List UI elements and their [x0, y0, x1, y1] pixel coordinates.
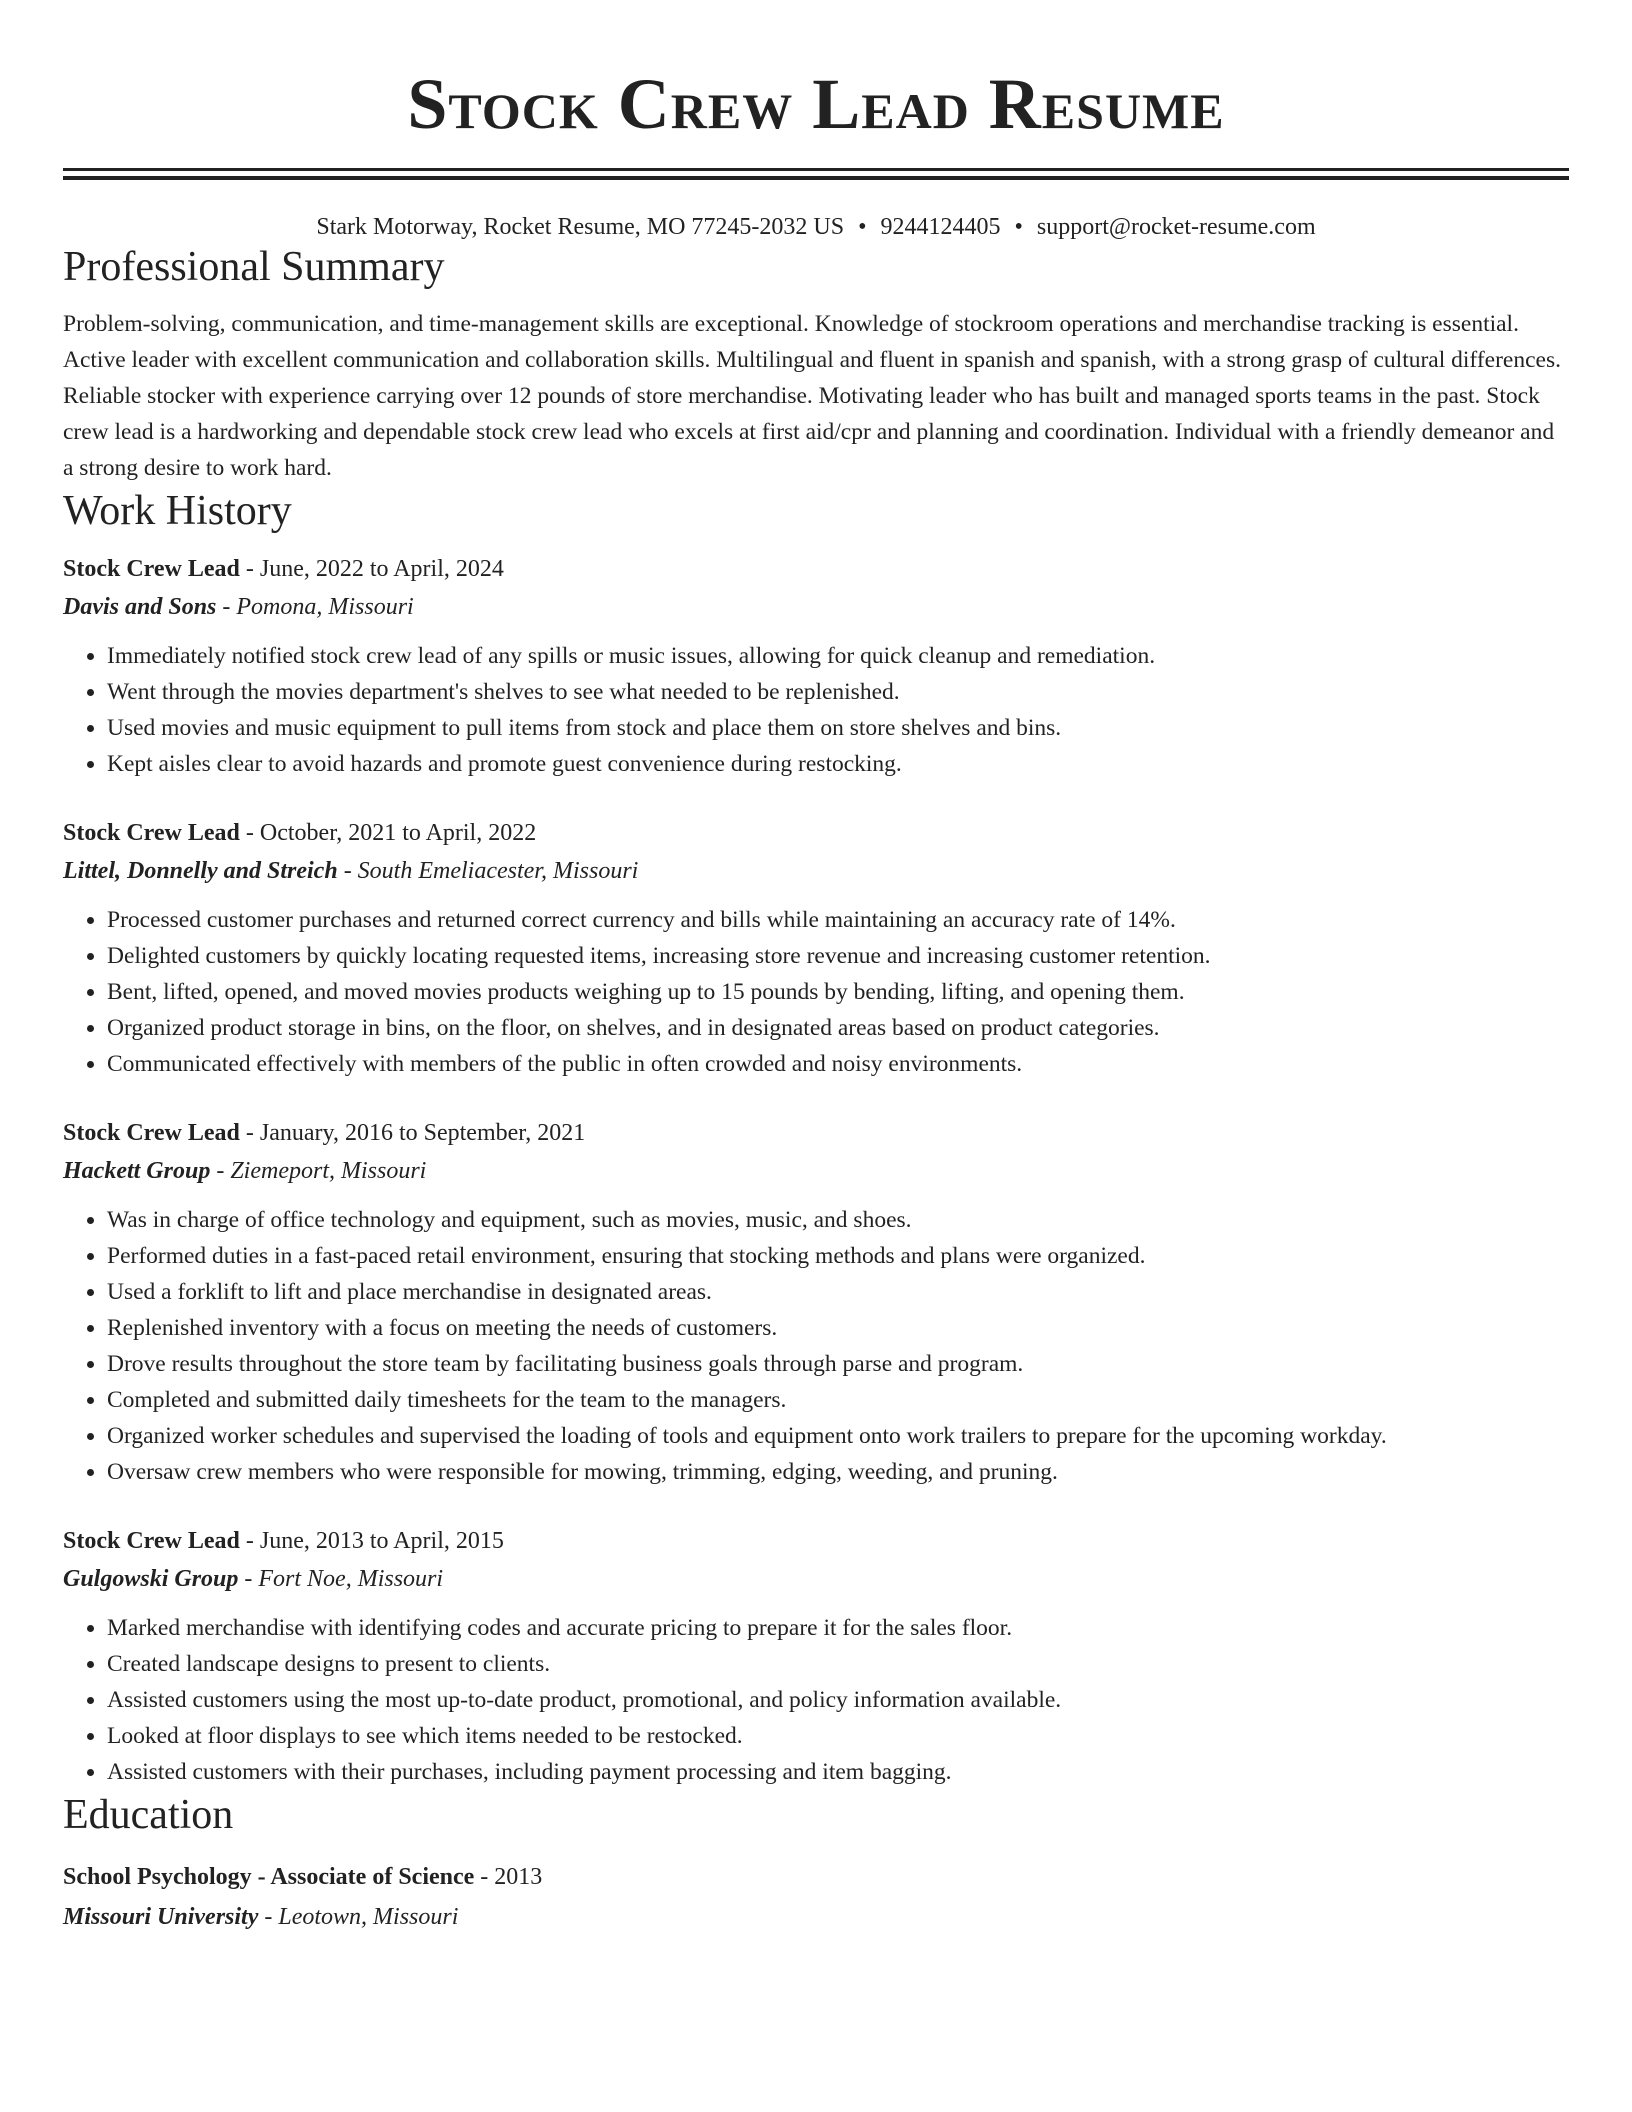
job-title-line — [63, 814, 1569, 852]
job-duty-item: • Immediately notified stock crew lead of any spills or music issues, allowing for quick cleanup and remediation. — [107, 638, 1569, 674]
job-employer-line — [63, 1560, 1569, 1598]
job-employer-line — [63, 1152, 1569, 1190]
contact-email: support@rocket-resume.com — [1036, 214, 1316, 240]
job-duty-item: • Drove results throughout the store team by facilitating business goals through parse and program. — [107, 1346, 1569, 1382]
education-location: - Leotown, Missouri — [264, 1904, 459, 1930]
job-duty-item: • Used movies and music equipment to pull items from stock and place them on store shelves and bins. — [107, 710, 1569, 746]
contact-phone: 9244124405 — [880, 214, 1001, 240]
work-history-heading: Work History — [63, 488, 292, 534]
contact-address: Stark Motorway, Rocket Resume, MO 77245-2032 US — [316, 214, 845, 240]
job-location: - Pomona, Missouri — [222, 594, 414, 620]
title-divider-bottom — [63, 176, 1569, 180]
summary-text: Problem-solving, communication, and time-management skills are exceptional. Knowledge of stockroom operations and merchandise tracking is essential. Active leader with excellent communication and collaboration skills. Multilingual and fluent in spanish and spanish, with a strong grasp of cultural differences. Reliable stocker with experience carrying over 12 pounds of store merchandise. Motivating leader who has built and managed sports teams in the past. Stock crew lead is a hardworking and dependable stock crew lead who excels at first aid/cpr and planning and coordination. Individual with a friendly demeanor and a strong desire to work hard. — [63, 311, 1561, 481]
job-entry — [63, 550, 1569, 782]
job-location: - South Emeliacester, Missouri — [343, 858, 639, 884]
job-title-line — [63, 1114, 1569, 1152]
job-duties-list — [63, 638, 1569, 782]
job-role: Stock Crew Lead — [63, 556, 240, 582]
contact-separator: • — [858, 214, 867, 240]
job-duty-item: • Replenished inventory with a focus on meeting the needs of customers. — [107, 1310, 1569, 1346]
job-entry — [63, 1114, 1569, 1490]
job-duty-item: • Was in charge of office technology and equipment, such as movies, music, and shoes. — [107, 1202, 1569, 1238]
job-role: Stock Crew Lead — [63, 1120, 240, 1146]
job-entry — [63, 814, 1569, 1082]
job-duties-list — [63, 902, 1569, 1082]
job-duties-list — [63, 1202, 1569, 1490]
job-role: Stock Crew Lead — [63, 1528, 240, 1554]
education-degree-line — [63, 1858, 1569, 1896]
job-title-line — [63, 550, 1569, 588]
job-duty-item: • Performed duties in a fast-paced retail environment, ensuring that stocking methods and plans were organized. — [107, 1238, 1569, 1274]
job-company: Littel, Donnelly and Streich — [63, 858, 338, 884]
title-divider-top — [63, 168, 1569, 171]
job-duties-list — [63, 1610, 1569, 1790]
job-dates: - June, 2022 to April, 2024 — [245, 556, 504, 582]
job-duty-item: • Completed and submitted daily timesheets for the team to the managers. — [107, 1382, 1569, 1418]
work-history-list — [63, 550, 1569, 1790]
job-company: Hackett Group — [63, 1158, 211, 1184]
job-duty-item: • Processed customer purchases and returned correct currency and bills while maintaining an accuracy rate of 14%. — [107, 902, 1569, 938]
job-duty-item: • Organized worker schedules and supervised the loading of tools and equipment onto work trailers to prepare for the upcoming workday. — [107, 1418, 1569, 1454]
job-duty-item: • Organized product storage in bins, on the floor, on shelves, and in designated areas based on product categories. — [107, 1010, 1569, 1046]
education-degree: School Psychology - Associate of Science — [63, 1864, 475, 1890]
job-duty-item: • Marked merchandise with identifying codes and accurate pricing to prepare it for the sales floor. — [107, 1610, 1569, 1646]
job-duty-item: • Assisted customers using the most up-to-date product, promotional, and policy information available. — [107, 1682, 1569, 1718]
education-year: - 2013 — [480, 1864, 543, 1890]
contact-separator: • — [1014, 214, 1023, 240]
job-title-line — [63, 1522, 1569, 1560]
job-company: Davis and Sons — [63, 594, 217, 620]
education-school-line — [63, 1898, 1569, 1936]
job-duty-item: • Communicated effectively with members of the public in often crowded and noisy environments. — [107, 1046, 1569, 1082]
job-employer-line — [63, 852, 1569, 890]
education-heading: Education — [63, 1792, 234, 1838]
job-duty-item: • Looked at floor displays to see which items needed to be restocked. — [107, 1718, 1569, 1754]
job-dates: - October, 2021 to April, 2022 — [245, 820, 537, 846]
job-employer-line — [63, 588, 1569, 626]
job-duty-item: • Kept aisles clear to avoid hazards and promote guest convenience during restocking. — [107, 746, 1569, 782]
education-school: Missouri University — [63, 1904, 259, 1930]
summary-heading: Professional Summary — [63, 244, 445, 290]
job-duty-item: • Oversaw crew members who were responsible for mowing, trimming, edging, weeding, and pruning. — [107, 1454, 1569, 1490]
job-location: - Fort Noe, Missouri — [244, 1566, 444, 1592]
job-dates: - January, 2016 to September, 2021 — [245, 1120, 586, 1146]
job-company: Gulgowski Group — [63, 1566, 239, 1592]
resume-title: Stock Crew Lead Resume — [407, 64, 1225, 144]
job-role: Stock Crew Lead — [63, 820, 240, 846]
job-duty-item: • Used a forklift to lift and place merchandise in designated areas. — [107, 1274, 1569, 1310]
contact-line — [63, 212, 1569, 242]
job-dates: - June, 2013 to April, 2015 — [245, 1528, 504, 1554]
job-entry — [63, 1522, 1569, 1790]
job-location: - Ziemeport, Missouri — [216, 1158, 427, 1184]
job-duty-item: • Went through the movies department's shelves to see what needed to be replenished. — [107, 674, 1569, 710]
job-duty-item: • Delighted customers by quickly locating requested items, increasing store revenue and increasing customer retention. — [107, 938, 1569, 974]
job-duty-item: • Created landscape designs to present to clients. — [107, 1646, 1569, 1682]
job-duty-item: • Assisted customers with their purchases, including payment processing and item bagging. — [107, 1754, 1569, 1790]
job-duty-item: • Bent, lifted, opened, and moved movies products weighing up to 15 pounds by bending, lifting, and opening them. — [107, 974, 1569, 1010]
